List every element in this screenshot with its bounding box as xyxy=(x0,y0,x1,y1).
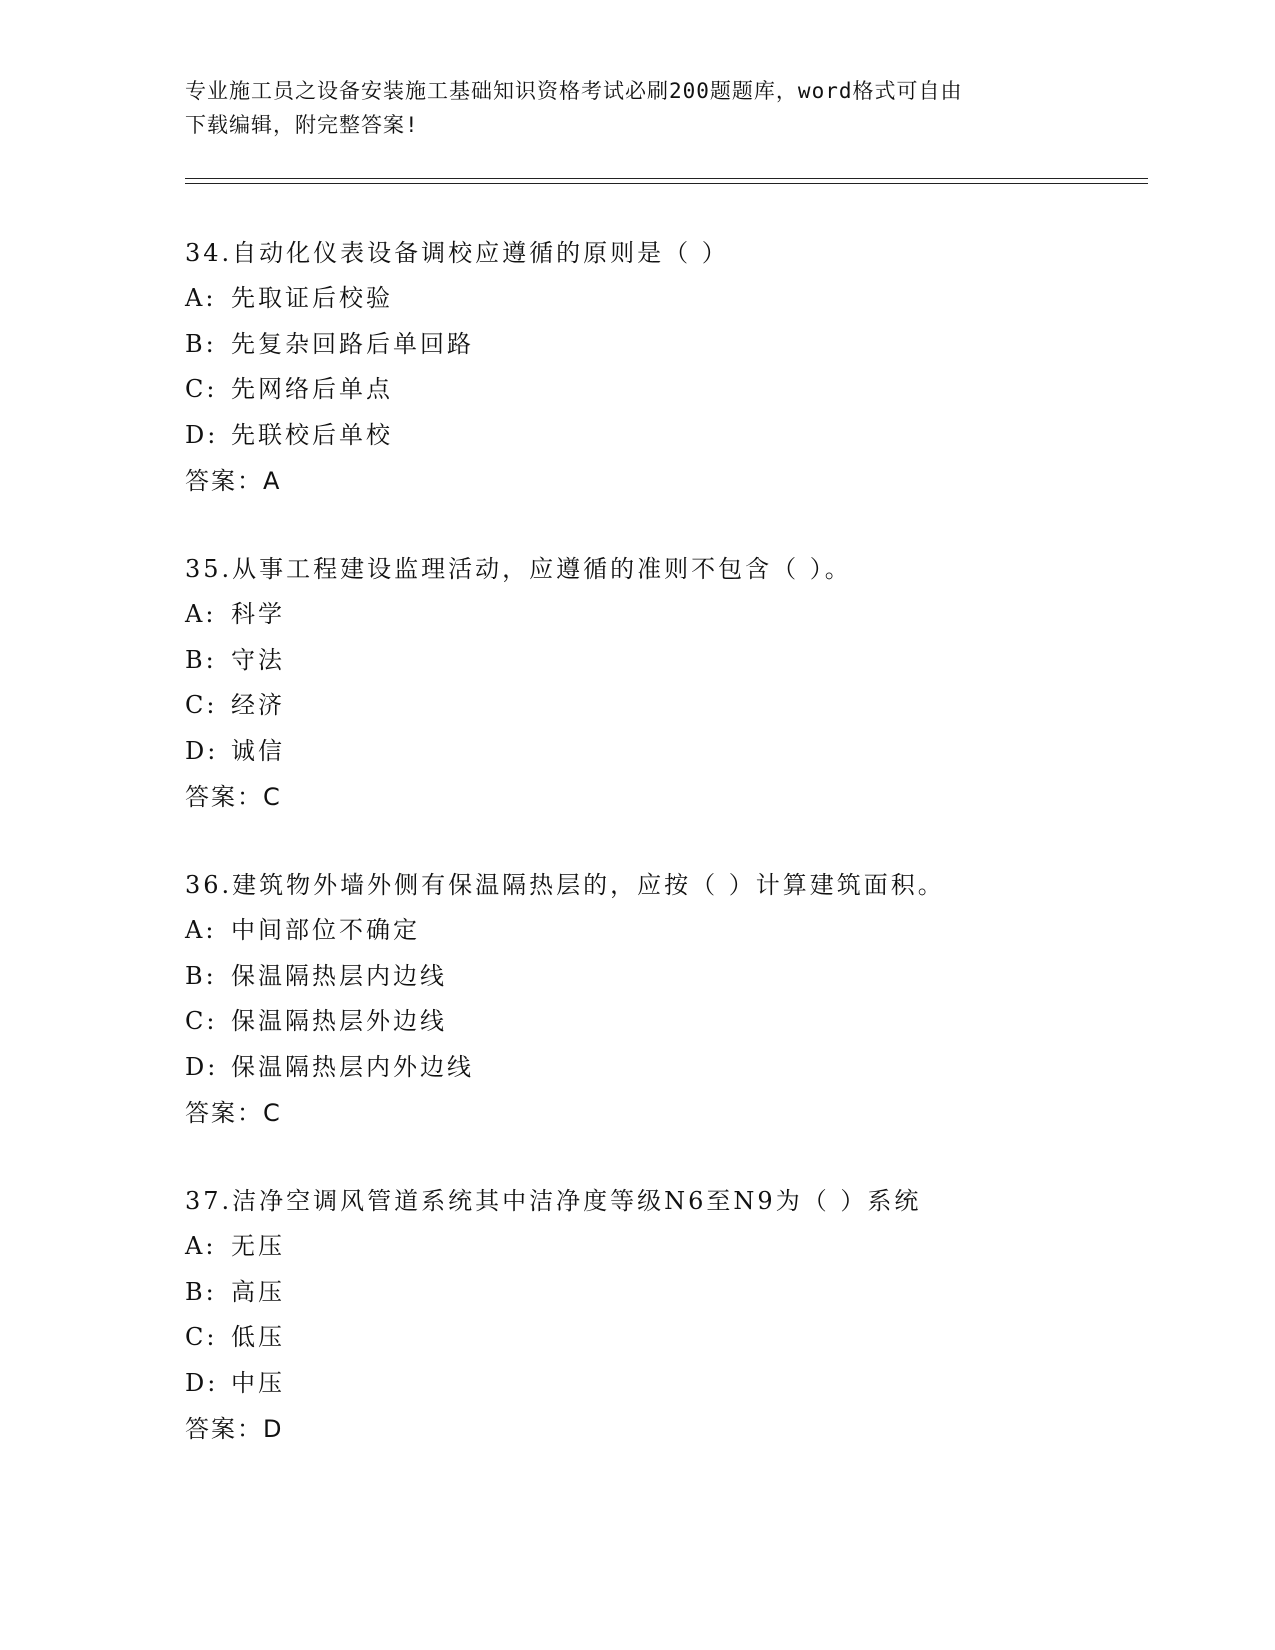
option-letter: B: xyxy=(185,1277,217,1306)
option-d xyxy=(185,1361,1145,1407)
option-text: 保温隔热层内外边线 xyxy=(231,1052,474,1081)
question-36 xyxy=(185,862,1145,1136)
option-text: 无压 xyxy=(231,1232,285,1260)
option-c xyxy=(185,1315,1145,1361)
option-c xyxy=(185,367,1145,413)
option-d xyxy=(185,729,1145,775)
question-stem: 37.洁净空调风管道系统其中洁净度等级N6至N9为（ ）系统 xyxy=(185,1187,922,1215)
option-text: 科学 xyxy=(231,600,285,628)
header-line-1: 专业施工员之设备安装施工基础知识资格考试必刷200题题库，word格式可自由 xyxy=(185,79,963,103)
option-letter: D: xyxy=(185,736,219,765)
option-b xyxy=(185,954,1145,1000)
option-text: 经济 xyxy=(231,691,285,719)
option-text: 先联校后单校 xyxy=(231,420,393,449)
document-header xyxy=(185,74,1065,142)
option-letter: B: xyxy=(185,645,217,674)
option-a xyxy=(185,908,1145,954)
answer: 答案：C xyxy=(185,1099,282,1127)
question-stem: 35.从事工程建设监理活动，应遵循的准则不包含（ ）。 xyxy=(185,555,852,583)
answer: 答案：A xyxy=(185,467,282,495)
option-text: 中间部位不确定 xyxy=(231,916,420,944)
option-letter: C: xyxy=(185,691,218,719)
option-c xyxy=(185,999,1145,1045)
option-letter: C: xyxy=(185,1323,218,1351)
option-d xyxy=(185,1045,1145,1091)
option-text: 先取证后校验 xyxy=(231,284,393,312)
question-stem: 36.建筑物外墙外侧有保温隔热层的，应按（ ）计算建筑面积。 xyxy=(185,871,945,899)
option-letter: D: xyxy=(185,1052,219,1081)
option-letter: D: xyxy=(185,420,219,449)
option-b xyxy=(185,1270,1145,1316)
option-text: 诚信 xyxy=(231,736,285,765)
option-text: 保温隔热层内边线 xyxy=(231,961,447,990)
option-text: 先网络后单点 xyxy=(231,375,393,403)
question-stem: 34.自动化仪表设备调校应遵循的原则是（ ） xyxy=(185,239,729,267)
option-letter: A: xyxy=(185,284,217,312)
option-letter: A: xyxy=(185,1232,217,1260)
option-a xyxy=(185,276,1145,322)
option-b xyxy=(185,322,1145,368)
option-letter: B: xyxy=(185,961,217,990)
option-text: 低压 xyxy=(231,1323,285,1351)
option-letter: A: xyxy=(185,600,217,628)
option-letter: B: xyxy=(185,329,217,358)
option-a xyxy=(185,592,1145,638)
answer: 答案：D xyxy=(185,1415,284,1443)
answer: 答案：C xyxy=(185,783,282,811)
option-d xyxy=(185,413,1145,459)
question-34 xyxy=(185,230,1145,504)
option-text: 保温隔热层外边线 xyxy=(231,1007,447,1035)
option-letter: D: xyxy=(185,1368,219,1397)
option-letter: C: xyxy=(185,1007,218,1035)
option-letter: C: xyxy=(185,375,218,403)
question-37 xyxy=(185,1178,1145,1452)
option-text: 守法 xyxy=(231,645,285,674)
header-divider-top xyxy=(185,178,1148,179)
option-b xyxy=(185,638,1145,684)
option-c xyxy=(185,683,1145,729)
option-text: 中压 xyxy=(231,1368,285,1397)
option-text: 先复杂回路后单回路 xyxy=(231,329,474,358)
option-text: 高压 xyxy=(231,1277,285,1306)
option-a xyxy=(185,1224,1145,1270)
header-line-2: 下载编辑，附完整答案! xyxy=(185,113,419,137)
option-letter: A: xyxy=(185,916,217,944)
question-35 xyxy=(185,546,1145,820)
header-divider-bottom xyxy=(185,183,1148,184)
